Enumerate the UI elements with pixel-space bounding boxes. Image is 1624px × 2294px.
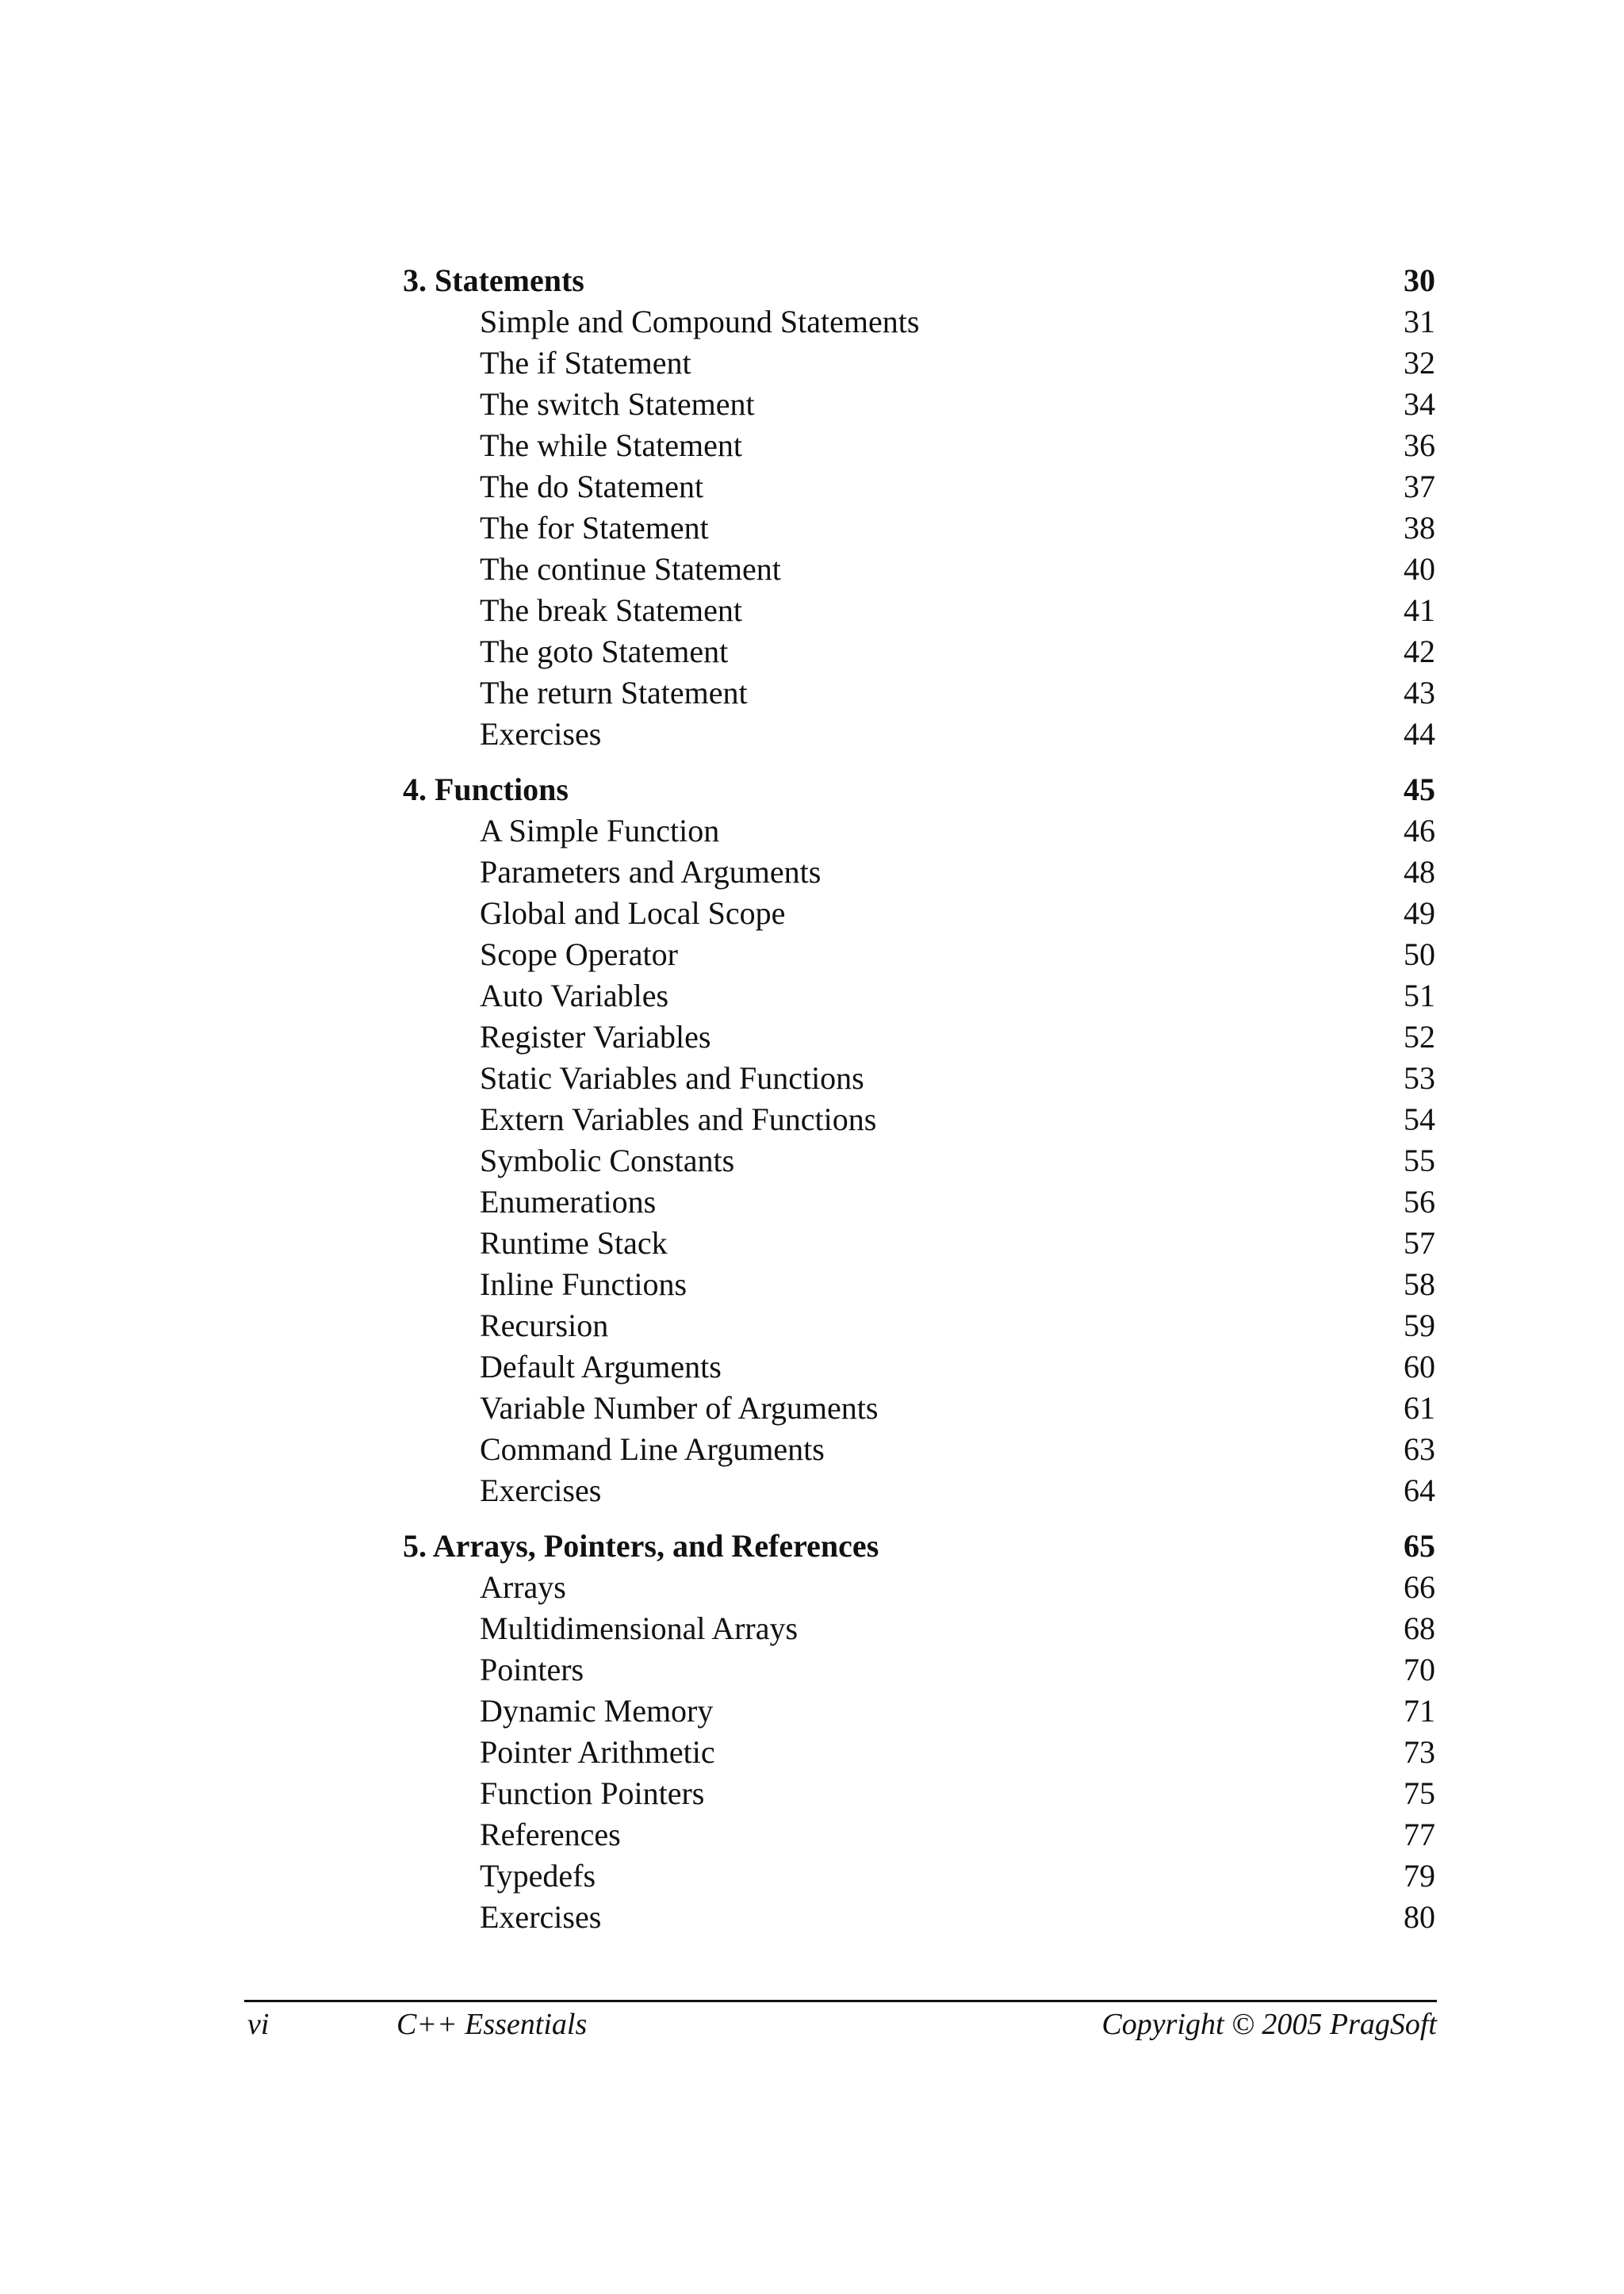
- toc-section-title: The while Statement: [480, 427, 743, 463]
- toc-section-title: Exercises: [480, 1899, 602, 1935]
- toc-section-page: 70: [1404, 1652, 1435, 1687]
- toc-section-page: 54: [1404, 1101, 1435, 1137]
- toc-section-page: 40: [1404, 551, 1435, 587]
- toc-chapter-heading: [403, 260, 1435, 301]
- toc-section-page: 43: [1404, 675, 1435, 710]
- toc-section-title: References: [480, 1817, 621, 1852]
- toc-section: [403, 1897, 1435, 1938]
- toc-section-title: Extern Variables and Functions: [480, 1101, 877, 1137]
- toc-section-title: Simple and Compound Statements: [480, 304, 920, 339]
- toc-chapter-title: 3. Statements: [403, 262, 584, 298]
- toc-section-title: Multidimensional Arrays: [480, 1610, 799, 1646]
- toc-section-page: 58: [1404, 1266, 1435, 1302]
- toc-section-title: Inline Functions: [480, 1266, 688, 1302]
- toc-section-page: 31: [1404, 304, 1435, 339]
- toc-section: [403, 1429, 1435, 1470]
- toc-section-page: 44: [1404, 716, 1435, 752]
- toc-section-page: 55: [1404, 1143, 1435, 1178]
- toc-section: [403, 1608, 1435, 1649]
- toc-section: [403, 549, 1435, 590]
- toc-section: [403, 893, 1435, 934]
- toc-section-title: Function Pointers: [480, 1775, 705, 1811]
- toc-section-page: 41: [1404, 592, 1435, 628]
- toc-section: [403, 852, 1435, 893]
- footer-divider: [244, 2000, 1437, 2002]
- toc-section: [403, 1691, 1435, 1732]
- toc-section-title: The switch Statement: [480, 386, 755, 422]
- toc-section-title: Parameters and Arguments: [480, 854, 822, 890]
- toc-section-title: Typedefs: [480, 1858, 596, 1894]
- toc-section-page: 36: [1404, 427, 1435, 463]
- toc-section: [403, 1814, 1435, 1855]
- toc-section-title: Global and Local Scope: [480, 895, 786, 931]
- toc-section: [403, 1470, 1435, 1511]
- toc-chapter: [403, 769, 1435, 1511]
- toc-section: [403, 1855, 1435, 1897]
- toc-section-page: 80: [1404, 1899, 1435, 1935]
- toc-section: [403, 631, 1435, 672]
- toc-section-page: 46: [1404, 813, 1435, 848]
- toc-section: [403, 301, 1435, 343]
- toc-section: [403, 1346, 1435, 1388]
- toc-section: [403, 714, 1435, 755]
- toc-section-page: 38: [1404, 510, 1435, 546]
- toc-chapter-page: 30: [1404, 262, 1435, 298]
- toc-section-title: Register Variables: [480, 1019, 711, 1055]
- toc-section-title: The return Statement: [480, 675, 748, 710]
- toc-section-page: 34: [1404, 386, 1435, 422]
- toc-section: [403, 466, 1435, 507]
- toc-section-page: 42: [1404, 634, 1435, 669]
- toc-section-title: Exercises: [480, 716, 602, 752]
- toc-section-title: Symbolic Constants: [480, 1143, 735, 1178]
- toc-section-page: 51: [1404, 978, 1435, 1013]
- toc-section: [403, 1567, 1435, 1608]
- toc-section-title: The goto Statement: [480, 634, 729, 669]
- toc-section-page: 61: [1404, 1390, 1435, 1426]
- toc-section-title: Scope Operator: [480, 936, 678, 972]
- page-footer: [244, 2005, 1437, 2044]
- toc-section-page: 73: [1404, 1734, 1435, 1770]
- toc-section-title: Arrays: [480, 1569, 566, 1605]
- toc-section-title: Auto Variables: [480, 978, 669, 1013]
- toc-section: [403, 343, 1435, 384]
- toc-section-page: 50: [1404, 936, 1435, 972]
- toc-section: [403, 1140, 1435, 1181]
- toc-section: [403, 810, 1435, 852]
- toc-section-page: 77: [1404, 1817, 1435, 1852]
- toc-chapter-title: 4. Functions: [403, 772, 569, 807]
- footer-page-number: vi: [247, 2008, 270, 2041]
- footer-book-title: C++ Essentials: [396, 2008, 588, 2041]
- toc-section-page: 59: [1404, 1308, 1435, 1343]
- toc-section: [403, 384, 1435, 425]
- toc-section: [403, 1305, 1435, 1346]
- toc-chapter: [403, 1526, 1435, 1938]
- toc-section-page: 79: [1404, 1858, 1435, 1894]
- toc-section-title: Recursion: [480, 1308, 609, 1343]
- toc-section-title: The for Statement: [480, 510, 709, 546]
- toc-section: [403, 1388, 1435, 1429]
- toc-section: [403, 1181, 1435, 1223]
- toc-section-title: A Simple Function: [480, 813, 720, 848]
- toc-section-page: 57: [1404, 1225, 1435, 1261]
- toc-section-title: Variable Number of Arguments: [480, 1390, 879, 1426]
- toc-section-title: Command Line Arguments: [480, 1431, 825, 1467]
- toc-section: [403, 1264, 1435, 1305]
- toc-section-page: 56: [1404, 1184, 1435, 1220]
- footer-copyright: Copyright © 2005 PragSoft: [1101, 2008, 1437, 2041]
- toc-section-title: Pointer Arithmetic: [480, 1734, 715, 1770]
- toc-section-title: Pointers: [480, 1652, 584, 1687]
- toc-section: [403, 672, 1435, 714]
- toc-section-page: 75: [1404, 1775, 1435, 1811]
- toc-section-title: The do Statement: [480, 469, 704, 504]
- toc-section-title: Static Variables and Functions: [480, 1060, 864, 1096]
- toc-section-page: 60: [1404, 1349, 1435, 1384]
- toc-section: [403, 975, 1435, 1017]
- toc-section: [403, 1732, 1435, 1773]
- toc-section-page: 63: [1404, 1431, 1435, 1467]
- toc-section: [403, 1099, 1435, 1140]
- toc-chapter-page: 65: [1404, 1528, 1435, 1564]
- toc-chapter-heading: [403, 1526, 1435, 1567]
- toc-section-page: 68: [1404, 1610, 1435, 1646]
- toc-section: [403, 1649, 1435, 1691]
- toc-chapter: [403, 260, 1435, 755]
- table-of-contents: [403, 260, 1435, 1952]
- toc-section-page: 48: [1404, 854, 1435, 890]
- toc-chapter-title: 5. Arrays, Pointers, and References: [403, 1528, 879, 1564]
- toc-section-title: Exercises: [480, 1473, 602, 1508]
- toc-section-page: 32: [1404, 345, 1435, 381]
- toc-section-title: Enumerations: [480, 1184, 657, 1220]
- toc-section-page: 53: [1404, 1060, 1435, 1096]
- toc-section: [403, 1058, 1435, 1099]
- toc-section-page: 49: [1404, 895, 1435, 931]
- toc-chapter-page: 45: [1404, 772, 1435, 807]
- toc-section: [403, 934, 1435, 975]
- toc-section: [403, 425, 1435, 466]
- toc-section: [403, 1773, 1435, 1814]
- toc-section: [403, 590, 1435, 631]
- toc-section-title: Runtime Stack: [480, 1225, 668, 1261]
- toc-section-page: 66: [1404, 1569, 1435, 1605]
- toc-section: [403, 1223, 1435, 1264]
- toc-section-page: 52: [1404, 1019, 1435, 1055]
- toc-section: [403, 1017, 1435, 1058]
- toc-section-page: 71: [1404, 1693, 1435, 1729]
- toc-section-title: The continue Statement: [480, 551, 781, 587]
- toc-section: [403, 507, 1435, 549]
- toc-section-page: 37: [1404, 469, 1435, 504]
- toc-section-title: The break Statement: [480, 592, 742, 628]
- toc-section-page: 64: [1404, 1473, 1435, 1508]
- toc-chapter-heading: [403, 769, 1435, 810]
- toc-section-title: Default Arguments: [480, 1349, 722, 1384]
- toc-section-title: The if Statement: [480, 345, 691, 381]
- toc-section-title: Dynamic Memory: [480, 1693, 714, 1729]
